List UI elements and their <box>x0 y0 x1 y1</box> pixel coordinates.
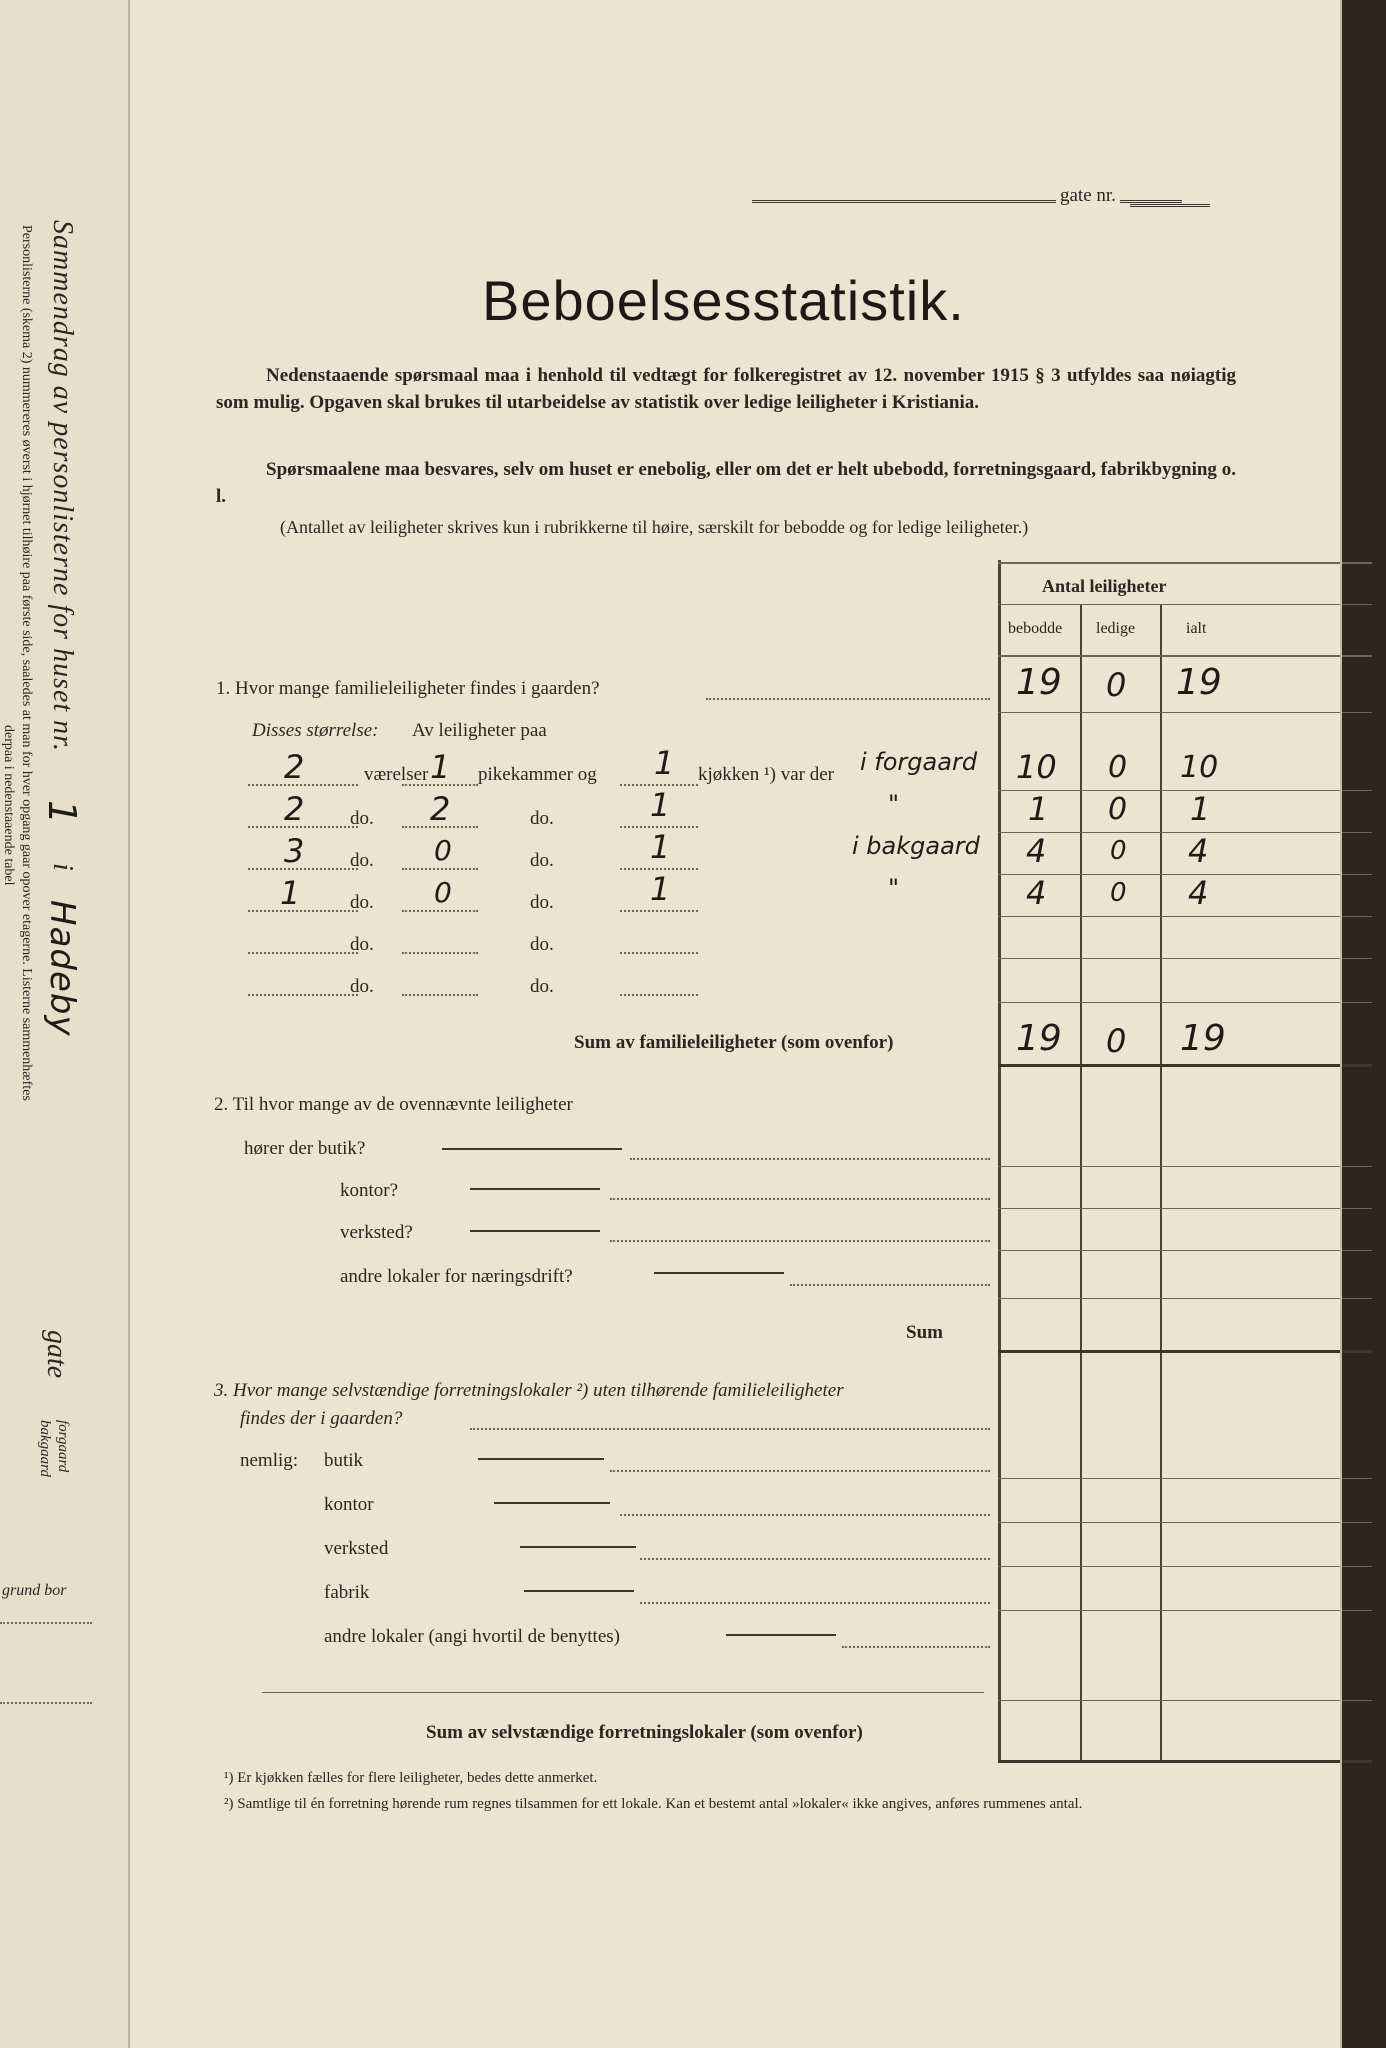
row-do: do. <box>350 850 374 871</box>
q3-label-2: findes der i gaarden? <box>240 1408 403 1429</box>
row-pikekammer: pikekammer og <box>478 764 597 785</box>
q1-row-4 <box>130 870 1342 916</box>
row-kjokken: 1 <box>650 828 671 866</box>
q3-rule-2 <box>998 1522 1372 1523</box>
intro-paragraph-3: (Antallet av leiligheter skrives kun i rubrikkerne til høire, særskilt for bebodde og for ledige leiligheter.) <box>280 517 1029 537</box>
q2-kontor-line <box>470 1188 600 1190</box>
row-where: " <box>888 874 900 902</box>
table-top-rule <box>998 562 1372 564</box>
margin-bakgaard: bakgaard <box>37 1420 53 1477</box>
row-kjokken-label: kjøkken ¹) var der <box>698 764 835 785</box>
margin-forgaard: forgaard <box>55 1420 71 1473</box>
table-title: Antal leiligheter <box>1042 576 1167 596</box>
row-kjokken-line <box>620 910 698 912</box>
q3-sum-rule <box>998 1760 1372 1763</box>
table-left-rule <box>998 560 1001 1760</box>
row-ledige: 0 <box>1108 750 1128 785</box>
row-kjokken-line <box>620 952 698 954</box>
row-rooms-line <box>248 826 358 828</box>
row-pike-line <box>402 826 478 828</box>
margin-instructions-1: Personlisterne (skema 2) nummereres øverst i hjørnet tilhøire paa første side, saaledes at man for hver opgang gaar opover etagerne. Listerne sammenhæftes <box>19 225 34 1101</box>
q2-rule-3 <box>998 1250 1372 1251</box>
q3-andre-dots <box>842 1646 990 1648</box>
q1-sum-ialt: 19 <box>1180 1018 1226 1059</box>
q2-item-andre: andre lokaler for næringsdrift? <box>340 1266 573 1287</box>
q2-butik-line <box>442 1148 622 1150</box>
q1-sum-ledige: 0 <box>1106 1022 1127 1060</box>
q3-andre-line <box>726 1634 836 1636</box>
row-rooms-line <box>248 994 358 996</box>
row-do: do. <box>350 808 374 829</box>
q1-row-2 <box>130 786 1342 832</box>
q3-item-verksted: verksted <box>324 1538 389 1559</box>
row-where: i forgaard <box>860 748 978 776</box>
q2-sum-label: Sum <box>906 1322 943 1343</box>
row-pike-line <box>402 910 478 912</box>
q3-nemlig: nemlig: <box>240 1450 299 1471</box>
row-do-2: do. <box>530 808 554 829</box>
q3-separator <box>262 1692 984 1693</box>
q1-ledige: 0 <box>1106 666 1127 704</box>
row-pike: 1 <box>430 748 451 786</box>
row-where: " <box>888 790 900 818</box>
q3-butik-line <box>478 1458 604 1460</box>
gate-nr-line-right <box>1130 204 1210 207</box>
q3-kontor-dots <box>620 1514 990 1516</box>
q2-item-kontor: kontor? <box>340 1180 399 1201</box>
row-pike: 2 <box>430 790 451 828</box>
q1-row-6 <box>130 958 1342 1002</box>
q2-verksted-line <box>470 1230 600 1232</box>
row-pike-line <box>402 784 478 786</box>
q2-kontor-dots <box>610 1198 990 1200</box>
margin-line-1 <box>0 1622 92 1624</box>
footnote-1: ¹) Er kjøkken fælles for flere leiligheter, bedes dette anmerket. <box>224 1770 598 1786</box>
row-ialt: 4 <box>1188 832 1209 870</box>
q1-sum-label: Sum av familieleiligheter (som ovenfor) <box>574 1032 894 1053</box>
row-do: do. <box>350 892 374 913</box>
q1-row-3 <box>130 828 1342 874</box>
row-do-2: do. <box>530 934 554 955</box>
row-ledige: 0 <box>1108 792 1128 827</box>
q3-item-fabrik: fabrik <box>324 1582 370 1603</box>
intro-paragraph-1: Nedenstaaende spørsmaal maa i henhold til vedtægt for folkeregistret av 12. november 1915 § 3 utfyldes saa nøiagtig som mulig. Opgaven skal brukes til utarbeidelse av statistik over ledige leiligheter i Kristiania. <box>216 365 1236 413</box>
row-rooms-line <box>248 952 358 954</box>
q1-sum-rule <box>998 1064 1372 1067</box>
col-header-ialt: ialt <box>1186 620 1207 637</box>
row-bebodde: 10 <box>1016 748 1057 786</box>
q3-rule-1 <box>998 1478 1372 1479</box>
row-ialt: 1 <box>1190 790 1211 828</box>
margin-title-text: Sammendrag av personlisterne for huset nr. <box>47 220 78 752</box>
q2-rule-1 <box>998 1166 1372 1167</box>
margin-street: Hadeby <box>42 899 82 1037</box>
form-page <box>130 0 1342 2048</box>
q3-rule-5 <box>998 1700 1372 1701</box>
row-rooms: 2 <box>284 790 305 828</box>
margin-gate: gate <box>41 1330 72 1379</box>
q1-size-sub: Av leiligheter paa <box>412 720 547 741</box>
table-head-rule <box>998 655 1372 657</box>
row-ledige: 0 <box>1110 878 1127 908</box>
margin-instructions-2: derpaa i nedenstaaende tabel <box>1 725 16 886</box>
q3-verksted-dots <box>640 1558 990 1560</box>
q1-row-1 <box>130 744 1342 790</box>
col-header-ledige: ledige <box>1096 620 1136 637</box>
gate-nr-label: gate nr. <box>1056 185 1120 207</box>
row-vaerelser: værelser <box>364 764 429 785</box>
table-sub-rule <box>998 604 1372 605</box>
row-rooms-line <box>248 868 358 870</box>
row-pike-line <box>402 868 478 870</box>
row-bebodde: 4 <box>1026 832 1047 870</box>
q1-sum-bebodde: 19 <box>1016 1018 1062 1059</box>
q3-item-andre: andre lokaler (angi hvortil de benyttes) <box>324 1626 620 1647</box>
row-kjokken: 1 <box>650 786 671 824</box>
row-kjokken: 1 <box>654 744 675 782</box>
q2-item-verksted: verksted? <box>340 1222 413 1243</box>
row-pike-line <box>402 994 478 996</box>
q3-verksted-line <box>520 1546 636 1548</box>
q3-rule-3 <box>998 1566 1372 1567</box>
q3-label-2-dots <box>470 1428 990 1430</box>
q3-rule-4 <box>998 1610 1372 1611</box>
row-bebodde: 4 <box>1026 874 1047 912</box>
row-do-2: do. <box>530 976 554 997</box>
q2-andre-line <box>654 1272 784 1274</box>
margin-title <box>40 220 84 1037</box>
q3-butik-dots <box>610 1470 990 1472</box>
row-bebodde: 1 <box>1028 790 1049 828</box>
row-pike: 0 <box>434 834 452 867</box>
row-ledige: 0 <box>1110 836 1127 866</box>
row-do: do. <box>350 976 374 997</box>
row-rooms-line <box>248 910 358 912</box>
footnote-2: ²) Samtlige til én forretning hørende rum regnes tilsammen for ett lokale. Kan et bestemt antal »lokaler« ikke angives, anføres rummenes antal. <box>224 1796 1083 1812</box>
page-title: Beboelsesstatistik. <box>482 269 965 332</box>
row-ialt: 4 <box>1188 874 1209 912</box>
row-where: i bakgaard <box>852 832 980 860</box>
q1-label: 1. Hvor mange familieleiligheter findes i gaarden? <box>216 678 600 699</box>
q2-label: 2. Til hvor mange av de ovennævnte leiligheter <box>214 1094 573 1115</box>
q3-fabrik-dots <box>640 1602 990 1604</box>
q1-bebodde: 19 <box>1016 662 1062 703</box>
row-pike: 0 <box>434 876 452 909</box>
q3-label-1: 3. Hvor mange selvstændige forretningslokaler ²) uten tilhørende familieleiligheter <box>214 1380 844 1401</box>
q3-fabrik-line <box>524 1590 634 1592</box>
q2-rule-4 <box>998 1298 1372 1299</box>
row-do-2: do. <box>530 850 554 871</box>
margin-i: i <box>47 863 78 872</box>
margin-line-2 <box>0 1702 92 1704</box>
q2-verksted-dots <box>610 1240 990 1242</box>
intro-paragraph-2: Spørsmaalene maa besvares, selv om huset er enebolig, eller om det er helt ubebodd, forretningsgaard, fabrikbygning o. l. <box>216 459 1236 507</box>
previous-page-strip <box>0 0 130 2048</box>
margin-house-nr: 1 <box>40 799 84 826</box>
q1-row-rule <box>998 712 1372 713</box>
q2-sum-rule <box>998 1350 1372 1353</box>
q2-andre-dots <box>790 1284 990 1286</box>
row-rooms-line <box>248 784 358 786</box>
q2-rule-2 <box>998 1208 1372 1209</box>
q1-size-label: Disses størrelse: <box>252 720 379 741</box>
row-rooms: 3 <box>284 832 305 870</box>
q3-sum-label: Sum av selvstændige forretningslokaler (som ovenfor) <box>426 1722 863 1743</box>
q1-ialt: 19 <box>1176 662 1222 703</box>
row-do-2: do. <box>530 892 554 913</box>
q1-row-5 <box>130 916 1342 958</box>
row-rooms: 1 <box>280 874 301 912</box>
row-ialt: 10 <box>1180 750 1219 785</box>
q3-kontor-line <box>494 1502 610 1504</box>
row-rule <box>998 1002 1372 1003</box>
row-do: do. <box>350 934 374 955</box>
row-pike-line <box>402 952 478 954</box>
col-header-bebodde: bebodde <box>1008 620 1063 637</box>
q2-item-butik: hører der butik? <box>244 1138 366 1159</box>
row-rooms: 2 <box>284 748 305 786</box>
row-kjokken-line <box>620 994 698 996</box>
q1-dots <box>706 698 990 700</box>
margin-grund-bor: grund bor <box>2 1582 67 1599</box>
q2-butik-dots <box>630 1158 990 1160</box>
q3-item-butik: butik <box>324 1450 364 1471</box>
row-kjokken: 1 <box>650 870 671 908</box>
q3-item-kontor: kontor <box>324 1494 374 1515</box>
